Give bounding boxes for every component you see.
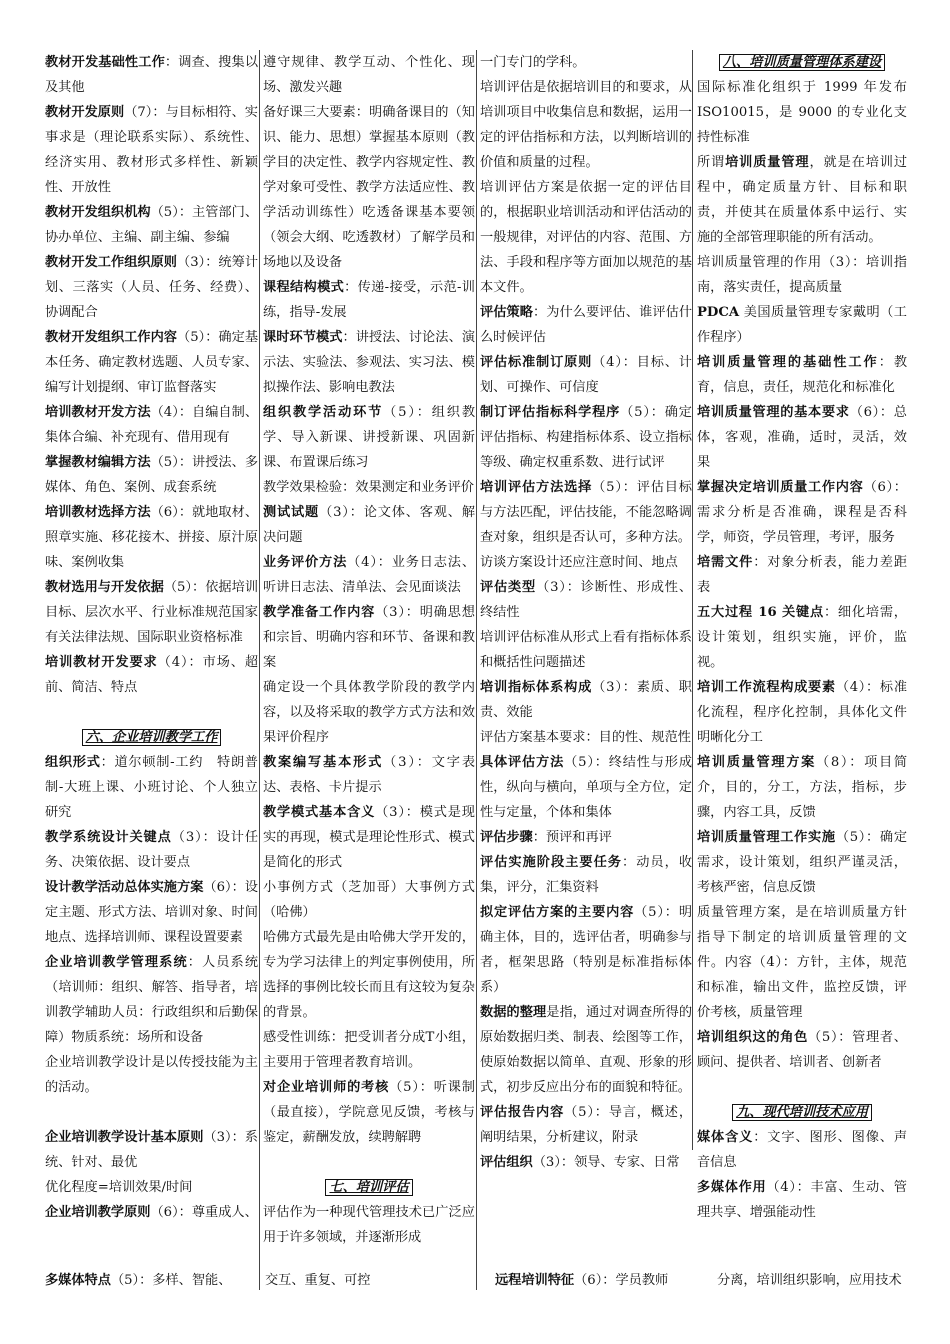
spacer	[45, 700, 258, 725]
term-text: 是指，通过对调查所得的原始数据归类、制表、绘图等工作，使原始数据以简单、直观、形象的形式，初步反应出分布的面貌和特征。	[480, 1005, 692, 1095]
paragraph	[480, 825, 692, 850]
paragraph	[480, 1100, 692, 1150]
term-label: 教材开发原则	[45, 105, 125, 120]
term-text: 培训质量管理的作用（3）：培训指南，落实责任，提高质量	[697, 255, 907, 295]
term-text: （5）：确定需求，设计策划，组织严谨灵活，考核严密，信息反馈	[697, 830, 907, 895]
term-text: （3）：设计任务、决策依据、设计要点	[45, 830, 258, 870]
paragraph	[45, 450, 258, 500]
term-text: 企业培训教学设计是以传授技能为主的活动。	[45, 1055, 258, 1095]
term-text: 感受性训练：把受训者分成T小组，主要用于管理者教育培训。	[263, 1030, 475, 1070]
term-text: 国际标准化组织于 1999 年发布 ISO10015，是 9000 的专业化支持性标准	[697, 80, 907, 145]
footer-line	[45, 1268, 910, 1293]
paragraph	[45, 650, 258, 700]
term-text: 培训评估方案是依据一定的评估目的，根据职业培训活动和评估活动的一般规律，对评估的内容、范围、方法、手段和程序等方面加以规范的基本文件。	[480, 180, 692, 295]
term-text: （5）：导言，概述，阐明结果，分析建议，附录	[480, 1105, 692, 1145]
term-text: （3）：文字表达、表格、卡片提示	[263, 755, 475, 795]
term-text: 培训评估标准从形式上看有指标体系和概括性问题描述	[480, 630, 692, 670]
term-label: 教材开发基础性工作	[45, 55, 165, 70]
term-label: 具体评估方法	[480, 755, 565, 770]
section-heading	[697, 50, 907, 75]
paragraph	[263, 275, 475, 325]
paragraph	[480, 900, 692, 1000]
column-divider	[259, 50, 260, 1290]
term-text: （3）：系统、针对、最优	[45, 1130, 258, 1170]
term-label: 教学系统设计关键点	[45, 830, 172, 845]
term-text: （3）：论文体、客观、解决问题	[263, 505, 475, 545]
term-label: 教学模式基本含义	[263, 805, 376, 820]
term-text: ：教育，信息，责任，规范化和标准化	[697, 355, 907, 395]
term-label: 企业培训教学设计基本原则	[45, 1130, 204, 1145]
paragraph	[263, 500, 475, 550]
term-text: （5）：确定基本任务、确定教材选题、人员专家、编写计划提纲、审订监督落实	[45, 330, 258, 395]
paragraph	[480, 75, 692, 175]
section-heading-text: 八、培训质量管理体系建设	[719, 54, 885, 71]
term-text: ：预评和再评	[532, 830, 612, 845]
term-text: （5）：评估目标与方法匹配，评估技能，不能忽略调查对象，组织是否认可，多种方法。	[480, 480, 692, 545]
paragraph	[697, 400, 907, 475]
term-text: 优化程度=培训效果/时间	[45, 1180, 193, 1195]
term-text: （4）：自编自制、集体合编、补充现有、借用现有	[45, 405, 258, 445]
term-label: 评估类型	[480, 580, 537, 595]
term-text: （6）：设定主题、形式方法、培训对象、时间地点、选择培训师、课程设置要素	[45, 880, 258, 945]
term-text: ：人员系统（培训师：组织、解答、指导者，培训教学辅助人员：行政组织和后勤保障）物质系统：场所和设备	[45, 955, 258, 1045]
term-text: （4）：标准化流程，程序化控制，具体化文件明晰化分工	[697, 680, 907, 745]
term-text: 遵守规律、教学互动、个性化、现场、激发兴趣	[263, 55, 475, 95]
paragraph	[480, 725, 692, 750]
term-label: 企业培训教学管理系统	[45, 955, 188, 970]
paragraph	[480, 750, 692, 825]
term-label: 培训质量管理的基础性工作	[697, 355, 879, 370]
term-label: 培训质量管理	[725, 155, 810, 170]
paragraph	[263, 600, 475, 675]
paragraph	[45, 750, 258, 825]
term-label: 多媒体作用	[697, 1180, 767, 1195]
term-text: 评估作为一种现代管理技术已广泛应用于许多领域，并逐渐形成	[263, 1205, 475, 1245]
paragraph	[45, 200, 258, 250]
paragraph	[263, 925, 475, 1025]
paragraph	[263, 1025, 475, 1075]
term-text: （3）：诊断性、形成性、终结性	[480, 580, 692, 620]
term-text: 质量管理方案，是在培训质量方针指导下制定的培训质量管理的文件。内容（4）：方针，主体，规范和标准，输出文件，监控反馈，评价考核，质量管理	[697, 905, 907, 1020]
footer-remote-training-features: 远程培训特征（6）：学员教师	[495, 1273, 669, 1288]
term-text: （3）：模式是现实的再现，模式是理论性形式、模式是简化的形式	[263, 805, 475, 870]
term-text: （5）：听课制（最直接），学院意见反馈，考核与鉴定，薪酬发放，续聘解聘	[263, 1080, 475, 1145]
column-3	[480, 50, 692, 1280]
term-text: 一门专门的学科。	[480, 55, 586, 70]
term-text: 培训评估是依据培训目的和要求，从培训项目中收集信息和数据，运用一定的评估指标和方法，以判断培训的价值和质量的过程。	[480, 80, 692, 170]
term-text: （4）：丰富、生动、管理共享、增强能动性	[697, 1180, 907, 1220]
paragraph	[697, 475, 907, 550]
term-label: 教学准备工作内容	[263, 605, 376, 620]
paragraph	[45, 500, 258, 575]
term-label: 评估组织	[480, 1155, 533, 1170]
term-label: 数据的整理	[480, 1005, 547, 1020]
term-text: ：对象分析表，能力差距表	[697, 555, 907, 595]
term-label: 课时环节模式	[263, 330, 343, 345]
paragraph	[697, 1025, 907, 1075]
spacer	[263, 1150, 475, 1175]
paragraph	[480, 1000, 692, 1100]
term-label: 组织形式	[45, 755, 101, 770]
term-label: 教材开发组织工作内容	[45, 330, 178, 345]
paragraph	[480, 625, 692, 675]
paragraph	[480, 850, 692, 900]
paragraph	[263, 875, 475, 925]
term-label: PDCA	[697, 305, 740, 320]
term-label: 培训质量管理工作实施	[697, 830, 836, 845]
term-text: （3）：明确思想和宗旨、明确内容和环节、备课和教案	[263, 605, 475, 670]
term-text: ：调查、搜集以及其他	[45, 55, 258, 95]
term-text: ，就是在培训过程中，确定质量方针、目标和职责，并使其在质量体系中运行、实施的全部管理职能的所有活动。	[697, 155, 907, 245]
section-heading-text: 九、现代培训技术应用	[732, 1104, 872, 1121]
paragraph	[480, 300, 692, 350]
paragraph	[480, 475, 692, 550]
spacer	[45, 1100, 258, 1125]
footer-remote-training-features-cont: 分离，培训组织影响，应用技术	[717, 1273, 902, 1288]
paragraph	[697, 300, 907, 350]
term-text: ：为什么要评估、谁评估什么时候评估	[480, 305, 692, 345]
paragraph	[480, 50, 692, 75]
column-2	[263, 50, 475, 1280]
paragraph	[45, 575, 258, 650]
section-heading-text: 七、培训评估	[325, 1179, 412, 1196]
paragraph-lead: 所谓	[697, 155, 726, 170]
term-label: 培训教材选择方法	[45, 505, 151, 520]
term-label: 设计教学活动总体实施方案	[45, 880, 204, 895]
term-label: 培训组织这的角色	[697, 1030, 809, 1045]
term-text: （4）：目标、计划、可操作、可信度	[480, 355, 692, 395]
term-text: 哈佛方式最先是由哈佛大学开发的，专为学习法律上的判定事例使用，所选择的事例比较长而且有这较为复杂的背景。	[263, 930, 475, 1020]
term-label: 测试试题	[263, 505, 320, 520]
term-label: 培训教材开发方法	[45, 405, 151, 420]
column-divider	[476, 50, 477, 1290]
term-label: 培需文件	[697, 555, 754, 570]
term-text: （5）：依据培训目标、层次水平、行业标准规范国家有关法律法规、国际职业资格标准	[45, 580, 258, 645]
term-text: 教学效果检验：效果测定和业务评价	[263, 480, 474, 495]
term-text: （5）：确定评估指标、构建指标体系、设立指标等级、确定权重系数、进行试评	[480, 405, 692, 470]
term-label: 培训教材开发要求	[45, 655, 158, 670]
paragraph	[263, 550, 475, 600]
paragraph	[697, 750, 907, 825]
paragraph	[45, 875, 258, 950]
paragraph	[45, 1175, 258, 1200]
paragraph	[697, 1125, 907, 1175]
column-4	[697, 50, 907, 1280]
term-label: 评估实施阶段主要任务	[480, 855, 623, 870]
term-text: （3）：素质、职责、效能	[480, 680, 692, 720]
term-text: （7）：与目标相符、实事求是（理论联系实际）、系统性、经济实用、教材形式多样性、新颖性、开放性	[45, 105, 258, 195]
term-text: （4）：业务日志法、听讲日志法、清单法、会见面谈法	[263, 555, 475, 595]
term-text: （6）：总体，客观，准确，适时，灵活，效果	[697, 405, 907, 470]
term-label: 培训质量管理方案	[697, 755, 816, 770]
term-text: （6）：尊重成人、	[150, 1205, 258, 1220]
paragraph	[697, 550, 907, 600]
term-text: （6）：就地取材、照章实施、移花接木、拼接、原汁原味、案例收集	[45, 505, 258, 570]
term-label: 教案编写基本形式	[263, 755, 384, 770]
paragraph	[697, 825, 907, 900]
paragraph	[45, 1200, 258, 1225]
term-text: ：传递-接受，示范-训练，指导-发展	[263, 280, 475, 320]
term-text: ：文字、图形、图像、声音信息	[697, 1130, 907, 1170]
term-label: 评估标准制订原则	[480, 355, 593, 370]
term-text: （5）：明确主体，目的，选评估者，明确参与者，框架思路（特别是标准指标体系）	[480, 905, 692, 995]
term-label: 评估策略	[480, 305, 534, 320]
paragraph	[480, 550, 692, 575]
paragraph	[697, 675, 907, 750]
paragraph	[263, 1075, 475, 1150]
term-text: （5）：主管部门、协办单位、主编、副主编、参编	[45, 205, 258, 245]
term-label: 媒体含义	[697, 1130, 754, 1145]
term-label: 拟定评估方案的主要内容	[480, 905, 635, 920]
paragraph	[697, 150, 907, 250]
section-heading-text: 六、企业培训教学工作	[82, 729, 222, 746]
term-label: 教材选用与开发依据	[45, 580, 164, 595]
section-heading	[263, 1175, 475, 1200]
spacer	[697, 1075, 907, 1100]
term-label: 培训评估方法选择	[480, 480, 593, 495]
term-label: 制订评估指标科学程序	[480, 405, 621, 420]
paragraph	[45, 50, 258, 100]
term-label: 五大过程 16 关键点	[697, 605, 824, 620]
term-text: 评估方案基本要求：目的性、规范性	[480, 730, 691, 745]
paragraph	[45, 1050, 258, 1100]
term-label: 企业培训教学原则	[45, 1205, 151, 1220]
term-label: 教材开发工作组织原则	[45, 255, 178, 270]
paragraph	[480, 175, 692, 300]
term-text: 美国质量管理专家戴明（工作程序）	[697, 305, 907, 345]
paragraph	[45, 400, 258, 450]
term-text: ：道尔顿制-工约 特朗普制-大班上课、小班讨论、个人独立研究	[45, 755, 258, 820]
paragraph	[263, 1200, 475, 1250]
paragraph	[45, 1125, 258, 1175]
term-text: ：讲授法、讨论法、演示法、实验法、参观法、实习法、模拟操作法、影响电教法	[263, 330, 475, 395]
paragraph	[45, 100, 258, 200]
paragraph	[480, 350, 692, 400]
paragraph	[697, 75, 907, 150]
paragraph	[697, 350, 907, 400]
term-label: 培训指标体系构成	[480, 680, 593, 695]
term-text: 小事例方式（芝加哥）大事例方式（哈佛）	[263, 880, 475, 920]
paragraph	[263, 475, 475, 500]
column-divider	[692, 50, 693, 1150]
term-text: （5）：组织教学、导入新课、讲授新课、巩固新课、布置课后练习	[263, 405, 475, 470]
term-label: 课程结构模式	[263, 280, 345, 295]
term-text: （5）：管理者、顾问、提供者、培训者、创新者	[697, 1030, 907, 1070]
footer-multimedia-features-cont: 交互、重复、可控	[265, 1273, 371, 1288]
paragraph	[263, 750, 475, 800]
column-1	[45, 50, 258, 1280]
term-text: （4）：市场、超前、简洁、特点	[45, 655, 258, 695]
paragraph	[480, 1150, 692, 1175]
paragraph	[263, 100, 475, 275]
term-text: 备好课三大要素：明确备课目的（知识、能力、思想）掌握基本原则（教学目的决定性、教学内容规定性、教学对象可受性、教学方法适应性、教学活动训练性）吃透备课基本要领（领会大纲、吃透教材）了解学员和场地以及设备	[263, 105, 475, 270]
term-label: 教材开发组织机构	[45, 205, 151, 220]
paragraph	[480, 675, 692, 725]
paragraph	[263, 400, 475, 475]
term-text: ：细化培需，设计策划，组织实施，评价，监视。	[697, 605, 907, 670]
paragraph	[697, 900, 907, 1025]
paragraph	[263, 325, 475, 400]
section-heading	[45, 725, 258, 750]
paragraph	[697, 600, 907, 675]
term-text: ：动员，收集，评分，汇集资料	[480, 855, 692, 895]
paragraph	[45, 250, 258, 325]
term-label: 组织教学活动环节	[263, 405, 384, 420]
paragraph	[263, 675, 475, 750]
term-text: 确定设一个具体教学阶段的教学内容，以及将采取的教学方式方法和效果评价程序	[263, 680, 475, 745]
section-heading	[697, 1100, 907, 1125]
paragraph	[45, 950, 258, 1050]
paragraph	[697, 250, 907, 300]
term-label: 评估步骤	[480, 830, 533, 845]
paragraph	[697, 1175, 907, 1225]
term-label: 培训质量管理的基本要求	[697, 405, 850, 420]
term-label: 业务评价方法	[263, 555, 348, 570]
paragraph	[480, 575, 692, 625]
term-text: （5）：终结性与形成性，纵向与横向，单项与全方位，定性与定量，个体和集体	[480, 755, 692, 820]
term-label: 掌握决定培训质量工作内容	[697, 480, 864, 495]
term-text: （3）：统筹计划、三落实（人员、任务、经费）、协调配合	[45, 255, 258, 320]
paragraph	[263, 50, 475, 100]
term-text: 访谈方案设计还应注意时间、地点	[480, 555, 678, 570]
paragraph	[480, 400, 692, 475]
term-text: （8）：项目简介，目的，分工，方法，指标，步骤，内容工具，反馈	[697, 755, 907, 820]
term-text: （6）：需求分析是否准确，课程是否科学，师资，学员管理，考评，服务	[697, 480, 907, 545]
term-label: 培训工作流程构成要素	[697, 680, 836, 695]
paragraph	[45, 825, 258, 875]
term-label: 评估报告内容	[480, 1105, 565, 1120]
footer-multimedia-features: 多媒体特点（5）：多样、智能、	[45, 1273, 232, 1288]
term-text: （3）：领导、专家、日常	[532, 1155, 680, 1170]
term-label: 对企业培训师的考核	[263, 1080, 390, 1095]
paragraph	[263, 800, 475, 875]
term-label: 掌握教材编辑方法	[45, 455, 151, 470]
term-text: （5）：讲授法、多媒体、角色、案例、成套系统	[45, 455, 258, 495]
paragraph	[45, 325, 258, 400]
